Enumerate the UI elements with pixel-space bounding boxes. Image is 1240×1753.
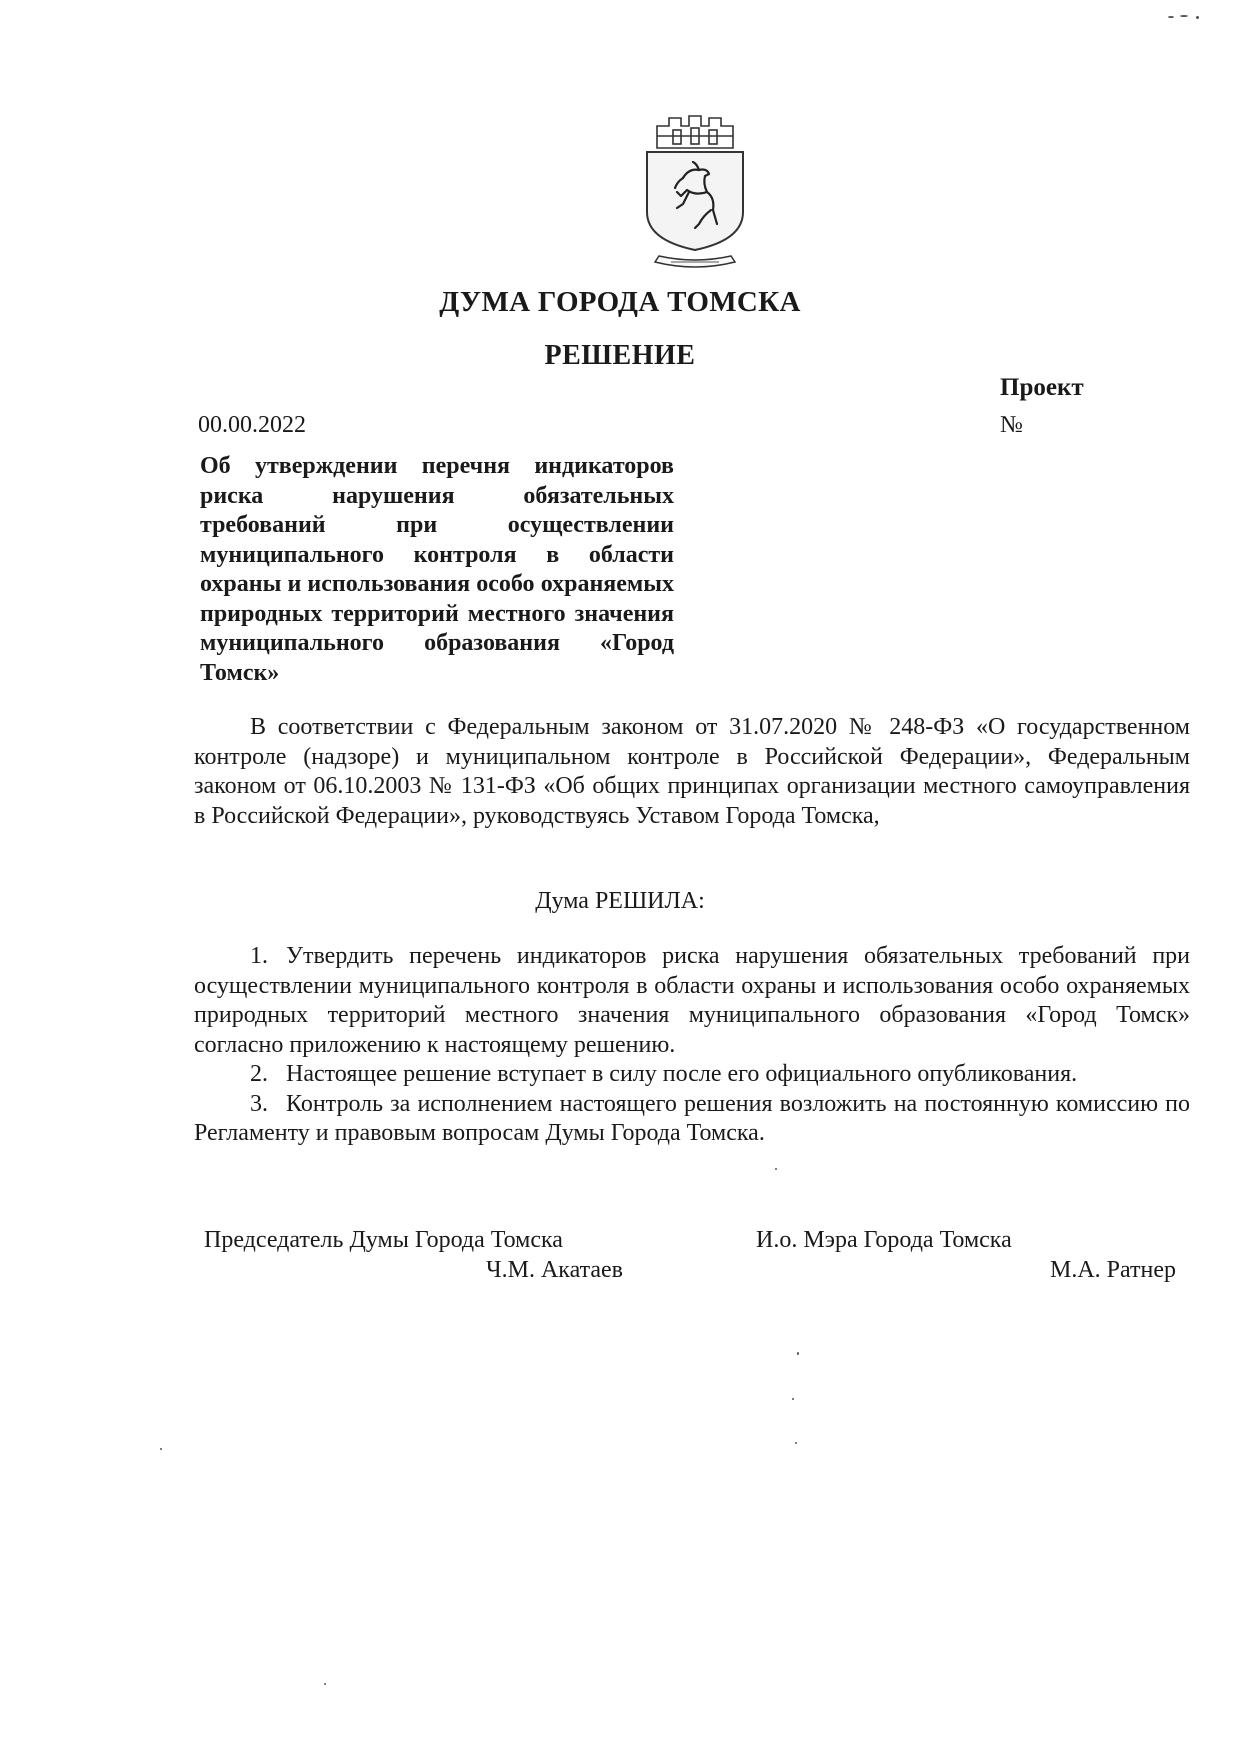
document-kind-heading: РЕШЕНИЕ — [544, 340, 696, 371]
scan-speck — [160, 1448, 162, 1450]
scan-speck — [324, 1683, 326, 1685]
signature-left-name: Ч.М. Акатаев — [486, 1257, 624, 1283]
signature-right-name: М.А. Ратнер — [1050, 1257, 1177, 1283]
resolution-item-3 — [194, 1090, 1190, 1149]
scan-speck — [792, 1398, 794, 1400]
signature-right-title: И.о. Мэра Города Томска — [756, 1227, 1012, 1253]
item-number: 3. — [250, 1090, 268, 1117]
coat-of-arms-emblem — [637, 112, 753, 282]
resolution-items — [194, 942, 1190, 1149]
scan-speck — [797, 1352, 799, 1355]
document-number-label: № — [1000, 412, 1023, 438]
resolved-heading: Дума РЕШИЛА: — [535, 888, 705, 914]
scan-speck — [775, 1168, 777, 1170]
resolution-item-1 — [194, 942, 1190, 1060]
organization-title: ДУМА ГОРОДА ТОМСКА — [439, 286, 801, 318]
document-date: 00.00.2022 — [198, 412, 306, 438]
item-text: Утвердить перечень индикаторов риска нарушения обязательных требований при осуществлении муниципального контроля в области охраны и использования особо охраняемых природных территорий местного значения муниципального образования «Город Томск» согласно приложению к настоящему решению. — [194, 943, 1190, 1058]
scan-speck — [1196, 16, 1199, 19]
draft-label: Проект — [1000, 374, 1084, 401]
scan-speck — [1168, 16, 1174, 18]
scan-speck — [795, 1442, 797, 1444]
item-text: Настоящее решение вступает в силу после его официального опубликования. — [286, 1061, 1078, 1087]
resolution-item-2 — [194, 1060, 1190, 1090]
item-text: Контроль за исполнением настоящего решения возложить на постоянную комиссию по Регламенту и правовым вопросам Думы Города Томска. — [194, 1090, 1190, 1146]
preamble-paragraph: В соответствии с Федеральным законом от 31.07.2020 № 248-ФЗ «О государственном контроле (надзоре) и муниципальном контроле в Российской Федерации», Федеральным законом от 06.10.2003 № 131-ФЗ «Об общих принципах организации местного самоуправления в Российской Федерации», руководствуясь Уставом Города Томска, — [194, 714, 1190, 829]
document-subject: Об утверждении перечня индикаторов риска нарушения обязательных требований при осуществлении муниципального контроля в области охраны и использования особо охраняемых природных территорий местного значения муниципального образования «Город Томск» — [200, 453, 674, 686]
item-number: 2. — [250, 1061, 268, 1087]
signature-left-title: Председатель Думы Города Томска — [204, 1227, 563, 1253]
scan-speck — [1180, 15, 1188, 17]
item-number: 1. — [250, 943, 268, 969]
